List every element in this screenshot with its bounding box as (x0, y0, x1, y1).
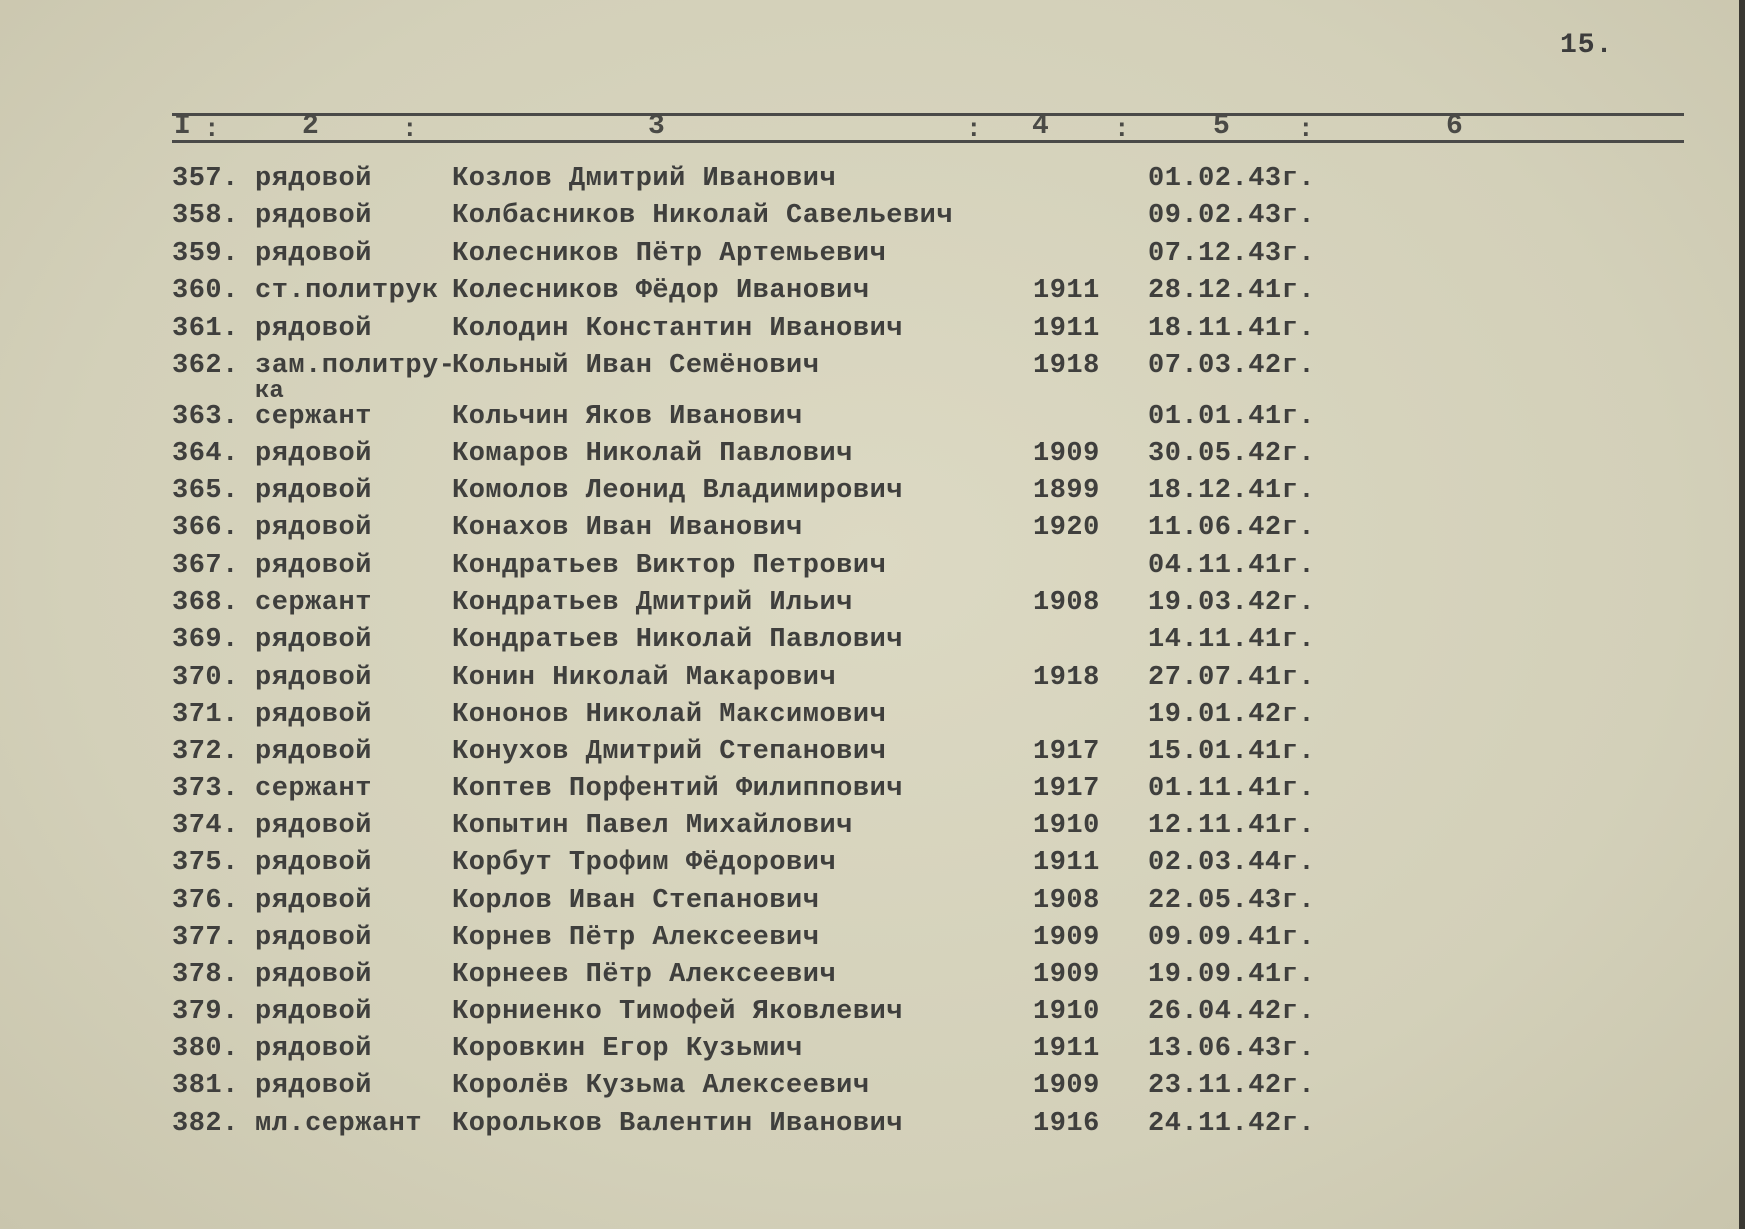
record-birth-year: 1920 (1033, 513, 1100, 543)
record-rank-continuation: ка (255, 378, 284, 405)
record-rank: мл.сержант (255, 1109, 423, 1139)
record-birth-year: 1917 (1033, 774, 1100, 804)
table-row (0, 311, 1745, 347)
table-row (0, 994, 1745, 1030)
table-row (0, 920, 1745, 956)
record-date: 07.12.43г. (1148, 239, 1316, 269)
record-birth-year: 1910 (1033, 811, 1100, 841)
record-rank: рядовой (255, 737, 372, 767)
record-number: 379. (172, 997, 239, 1027)
column-header-2: 2 (302, 111, 319, 142)
record-birth-year: 1899 (1033, 476, 1100, 506)
record-name: Комолов Леонид Владимирович (452, 476, 903, 506)
record-number: 358. (172, 201, 239, 231)
table-row (0, 236, 1745, 272)
record-date: 14.11.41г. (1148, 625, 1316, 655)
record-date: 15.01.41г. (1148, 737, 1316, 767)
record-number: 368. (172, 588, 239, 618)
record-rank: рядовой (255, 848, 372, 878)
record-name: Кондратьев Николай Павлович (452, 625, 903, 655)
record-date: 24.11.42г. (1148, 1109, 1316, 1139)
record-rank: сержант (255, 774, 372, 804)
record-number: 381. (172, 1071, 239, 1101)
column-header-5: 5 (1213, 111, 1230, 142)
column-header-4: 4 (1032, 111, 1049, 142)
record-birth-year: 1909 (1033, 439, 1100, 469)
table-row (0, 622, 1745, 658)
record-birth-year: 1911 (1033, 848, 1100, 878)
record-rank: зам.политру- (255, 351, 456, 381)
record-rank: рядовой (255, 1034, 372, 1064)
record-number: 361. (172, 314, 239, 344)
record-name: Колбасников Николай Савельевич (452, 201, 954, 231)
record-number: 378. (172, 960, 239, 990)
table-row (0, 399, 1745, 435)
record-date: 18.12.41г. (1148, 476, 1316, 506)
record-rank: рядовой (255, 960, 372, 990)
record-rank: рядовой (255, 439, 372, 469)
record-birth-year: 1918 (1033, 663, 1100, 693)
record-birth-year: 1911 (1033, 314, 1100, 344)
record-date: 19.09.41г. (1148, 960, 1316, 990)
record-rank: рядовой (255, 164, 372, 194)
record-name: Колесников Фёдор Иванович (452, 276, 870, 306)
table-row (0, 957, 1745, 993)
record-number: 377. (172, 923, 239, 953)
record-name: Корниенко Тимофей Яковлевич (452, 997, 903, 1027)
record-number: 364. (172, 439, 239, 469)
record-date: 30.05.42г. (1148, 439, 1316, 469)
record-name: Королёв Кузьма Алексеевич (452, 1071, 870, 1101)
record-rank: рядовой (255, 811, 372, 841)
record-number: 357. (172, 164, 239, 194)
record-rank: рядовой (255, 476, 372, 506)
table-row (0, 845, 1745, 881)
column-header-1: I (174, 111, 191, 142)
record-number: 366. (172, 513, 239, 543)
record-date: 04.11.41г. (1148, 551, 1316, 581)
record-number: 369. (172, 625, 239, 655)
record-rank: рядовой (255, 513, 372, 543)
record-date: 23.11.42г. (1148, 1071, 1316, 1101)
record-birth-year: 1916 (1033, 1109, 1100, 1139)
record-date: 11.06.42г. (1148, 513, 1316, 543)
record-birth-year: 1911 (1033, 1034, 1100, 1064)
record-name: Корнев Пётр Алексеевич (452, 923, 820, 953)
record-birth-year: 1908 (1033, 886, 1100, 916)
record-name: Корлов Иван Степанович (452, 886, 820, 916)
column-separator: : (204, 114, 220, 144)
record-birth-year: 1910 (1033, 997, 1100, 1027)
column-separator: : (966, 114, 982, 144)
table-row (0, 198, 1745, 234)
table-row (0, 734, 1745, 770)
record-name: Конухов Дмитрий Степанович (452, 737, 887, 767)
record-rank: рядовой (255, 663, 372, 693)
record-number: 359. (172, 239, 239, 269)
column-header-3: 3 (648, 111, 665, 142)
record-name: Кононов Николай Максимович (452, 700, 887, 730)
record-number: 365. (172, 476, 239, 506)
record-number: 360. (172, 276, 239, 306)
table-row (0, 548, 1745, 584)
table-row (0, 1068, 1745, 1104)
record-number: 372. (172, 737, 239, 767)
record-birth-year: 1911 (1033, 276, 1100, 306)
record-rank: рядовой (255, 625, 372, 655)
record-name: Конахов Иван Иванович (452, 513, 803, 543)
record-name: Колесников Пётр Артемьевич (452, 239, 887, 269)
table-row (0, 273, 1745, 309)
record-date: 02.03.44г. (1148, 848, 1316, 878)
record-rank: сержант (255, 402, 372, 432)
record-rank: рядовой (255, 1071, 372, 1101)
table-row (0, 808, 1745, 844)
record-rank: рядовой (255, 700, 372, 730)
record-name: Комаров Николай Павлович (452, 439, 853, 469)
record-date: 01.01.41г. (1148, 402, 1316, 432)
record-date: 19.03.42г. (1148, 588, 1316, 618)
record-name: Коровкин Егор Кузьмич (452, 1034, 803, 1064)
record-name: Кондратьев Виктор Петрович (452, 551, 887, 581)
table-row (0, 660, 1745, 696)
record-birth-year: 1909 (1033, 960, 1100, 990)
record-date: 19.01.42г. (1148, 700, 1316, 730)
page-number: 15. (1560, 30, 1614, 61)
record-date: 12.11.41г. (1148, 811, 1316, 841)
record-number: 373. (172, 774, 239, 804)
record-rank: сержант (255, 588, 372, 618)
column-separator: : (1298, 114, 1314, 144)
table-row (0, 510, 1745, 546)
record-date: 18.11.41г. (1148, 314, 1316, 344)
record-name: Конин Николай Макарович (452, 663, 837, 693)
record-number: 382. (172, 1109, 239, 1139)
record-name: Кондратьев Дмитрий Ильич (452, 588, 853, 618)
table-row (0, 585, 1745, 621)
record-rank: рядовой (255, 201, 372, 231)
record-date: 26.04.42г. (1148, 997, 1316, 1027)
record-number: 370. (172, 663, 239, 693)
table-row (0, 473, 1745, 509)
record-name: Кольчин Яков Иванович (452, 402, 803, 432)
record-date: 13.06.43г. (1148, 1034, 1316, 1064)
record-rank: рядовой (255, 997, 372, 1027)
record-name: Кольный Иван Семёнович (452, 351, 820, 381)
record-name: Колодин Константин Иванович (452, 314, 903, 344)
record-birth-year: 1908 (1033, 588, 1100, 618)
record-number: 363. (172, 402, 239, 432)
table-row (0, 1106, 1745, 1142)
record-name: Копытин Павел Михайлович (452, 811, 853, 841)
table-row (0, 771, 1745, 807)
record-rank: рядовой (255, 923, 372, 953)
record-rank: рядовой (255, 551, 372, 581)
record-rank: ст.политрук (255, 276, 439, 306)
record-name: Корбут Трофим Фёдорович (452, 848, 837, 878)
record-number: 367. (172, 551, 239, 581)
record-number: 376. (172, 886, 239, 916)
table-row (0, 883, 1745, 919)
record-name: Корнеев Пётр Алексеевич (452, 960, 837, 990)
record-date: 09.09.41г. (1148, 923, 1316, 953)
record-name: Коптев Порфентий Филиппович (452, 774, 903, 804)
record-number: 375. (172, 848, 239, 878)
column-separator: : (402, 114, 418, 144)
table-row (0, 697, 1745, 733)
record-date: 09.02.43г. (1148, 201, 1316, 231)
record-date: 22.05.43г. (1148, 886, 1316, 916)
record-date: 01.02.43г. (1148, 164, 1316, 194)
record-date: 01.11.41г. (1148, 774, 1316, 804)
record-number: 380. (172, 1034, 239, 1064)
record-date: 27.07.41г. (1148, 663, 1316, 693)
record-name: Корольков Валентин Иванович (452, 1109, 903, 1139)
record-rank: рядовой (255, 314, 372, 344)
record-date: 28.12.41г. (1148, 276, 1316, 306)
record-birth-year: 1918 (1033, 351, 1100, 381)
record-rank: рядовой (255, 886, 372, 916)
record-name: Козлов Дмитрий Иванович (452, 164, 837, 194)
record-number: 362. (172, 351, 239, 381)
table-row (0, 161, 1745, 197)
record-number: 374. (172, 811, 239, 841)
table-row (0, 436, 1745, 472)
table-row (0, 1031, 1745, 1067)
column-separator: : (1114, 114, 1130, 144)
record-number: 371. (172, 700, 239, 730)
record-birth-year: 1909 (1033, 923, 1100, 953)
column-header-6: 6 (1446, 111, 1463, 142)
record-date: 07.03.42г. (1148, 351, 1316, 381)
record-birth-year: 1909 (1033, 1071, 1100, 1101)
record-birth-year: 1917 (1033, 737, 1100, 767)
record-rank: рядовой (255, 239, 372, 269)
